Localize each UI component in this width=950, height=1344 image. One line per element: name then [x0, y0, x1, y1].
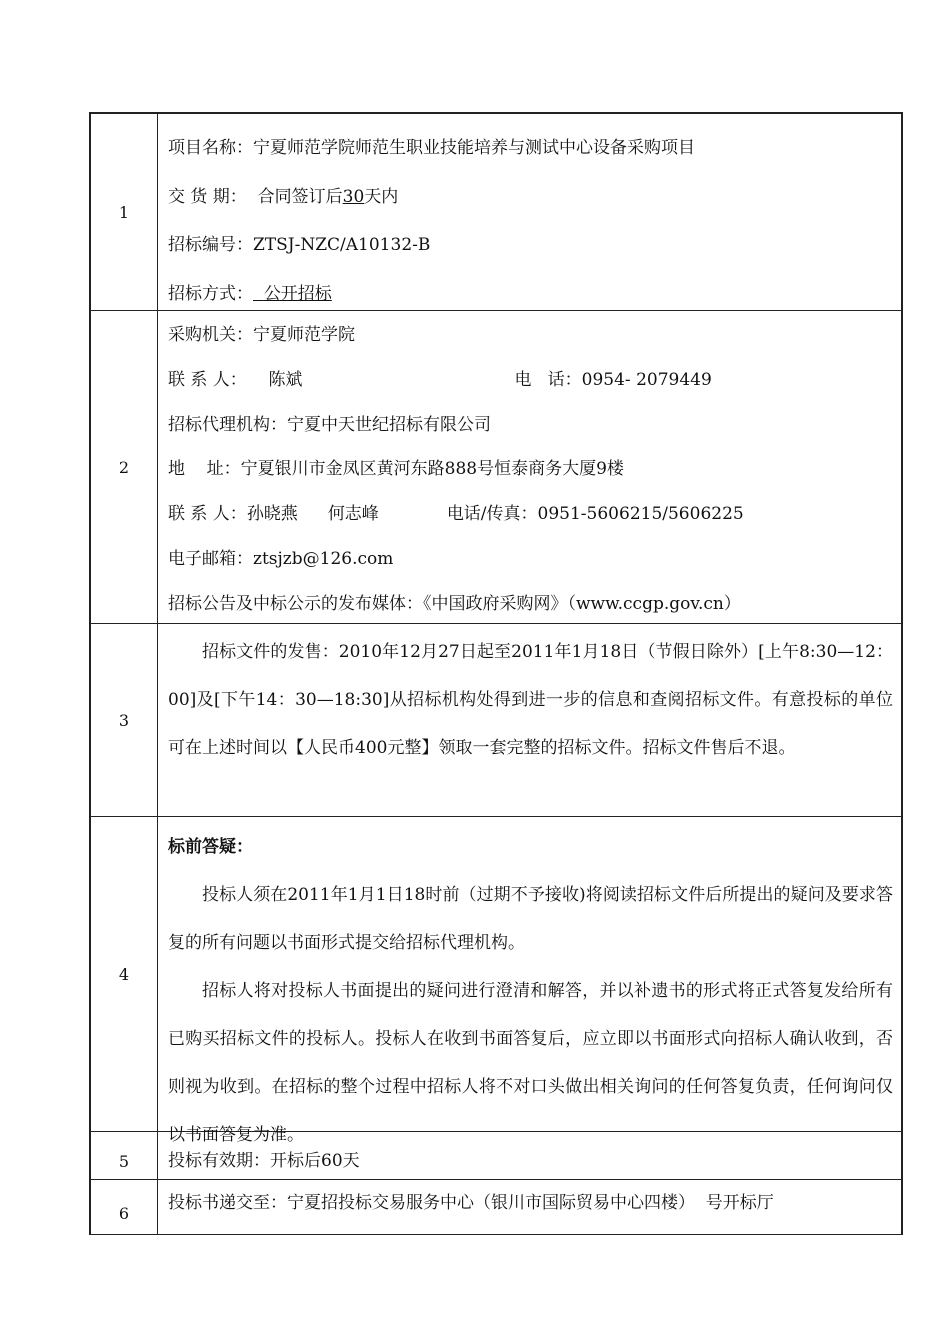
fax: 0951-5606215/5606225: [537, 504, 744, 525]
row-number: 6: [91, 1180, 158, 1234]
row-content: [158, 311, 901, 623]
project-name-line: [168, 124, 893, 173]
agency-label: 招标代理机构：: [168, 414, 287, 435]
email-line: [168, 537, 893, 582]
delivery-suffix: 天内: [364, 186, 399, 207]
phone-label: 电 话：: [514, 369, 582, 390]
qa-paragraph-1: 投标人须在2011年1月1日18时前（过期不予接收)将阅读招标文件后所提出的疑问及要求答复的所有问题以书面形式提交给招标代理机构。: [168, 885, 893, 953]
bid-info-table: [89, 112, 903, 1235]
agency-line: [168, 403, 893, 448]
submission-text: 投标书递交至：宁夏招投标交易服务中心（银川市国际贸易中心四楼） 号开标厅: [168, 1193, 774, 1213]
agency-contact-label: 联 系 人：: [168, 504, 247, 525]
row-content: [158, 1132, 901, 1179]
buyer-contact-line: [168, 358, 893, 403]
address-label: 地 址：: [168, 459, 241, 480]
row-number: 5: [91, 1132, 158, 1179]
agency-contact-1: 孙晓燕: [246, 504, 298, 525]
row-content: [158, 624, 901, 816]
bid-method-label: 招标方式：: [168, 283, 253, 304]
contact-label: 联 系 人：: [168, 369, 247, 390]
media-line: [168, 582, 893, 627]
row-number: 4: [91, 817, 158, 1131]
contact-name: 陈斌: [268, 369, 303, 390]
bid-number-label: 招标编号：: [168, 235, 253, 255]
delivery-prefix: 合同签订后: [257, 186, 343, 207]
media: 《中国政府采购网》（www.ccgp.gov.cn）: [423, 593, 741, 614]
delivery-label: 交 货 期：: [168, 186, 247, 207]
row-number: 1: [91, 114, 158, 310]
agency: 宁夏中天世纪招标有限公司: [287, 414, 491, 435]
table-row: [91, 1132, 901, 1180]
row-content: [158, 114, 901, 310]
row-number: 2: [91, 311, 158, 623]
email-label: 电子邮箱：: [168, 548, 253, 569]
row-content: [158, 1180, 901, 1234]
address: 宁夏银川市金凤区黄河东路888号恒泰商务大厦9楼: [240, 459, 624, 480]
agency-contact-line: [168, 492, 893, 537]
bid-method-line: [168, 270, 893, 319]
phone: 0954- 2079449: [581, 369, 712, 390]
delivery-days: 30: [342, 186, 365, 207]
bid-number: ZTSJ-NZC/A10132-B: [253, 235, 431, 255]
project-name: 宁夏师范学院师范生职业技能培养与测试中心设备采购项目: [253, 138, 695, 158]
bid-number-line: [168, 221, 893, 270]
project-name-label: 项目名称：: [168, 138, 253, 158]
qa-heading: 标前答疑：: [168, 837, 253, 857]
table-row: [91, 624, 901, 817]
table-row: [91, 114, 901, 311]
bid-method: 公开招标: [263, 283, 332, 304]
address-line: [168, 447, 893, 492]
delivery-line: [168, 173, 893, 222]
media-label: 招标公告及中标公示的发布媒体：: [168, 593, 423, 614]
agency-contact-2: 何志峰: [327, 504, 379, 525]
row-number: 3: [91, 624, 158, 816]
table-row: [91, 1180, 901, 1235]
email: ztsjzb@126.com: [253, 548, 394, 569]
buyer: 宁夏师范学院: [253, 325, 355, 345]
sale-info-paragraph: 招标文件的发售：2010年12月27日起至2011年1月18日（节假日除外）[上午8:30—12：00]及[下午14：30—18:30]从招标机构处得到进一步的信息和查阅招标文件。有意投标的单位可在上述时间以【人民币400元整】领取一套完整的招标文件。招标文件售后不退。: [168, 642, 893, 758]
qa-paragraph-2: 招标人将对投标人书面提出的疑问进行澄清和解答，并以补遗书的形式将正式答复发给所有已购买招标文件的投标人。投标人在收到书面答复后，应立即以书面形式向招标人确认收到，否则视为收到。在招标的整个过程中招标人将不对口头做出相关询问的任何答复负责，任何询问仅以书面答复为准。: [168, 981, 893, 1145]
fax-label: 电话/传真：: [446, 504, 538, 525]
buyer-line: [168, 313, 893, 358]
validity-text: 投标有效期：开标后60天: [168, 1151, 360, 1171]
table-row: [91, 311, 901, 624]
table-row: [91, 817, 901, 1145]
row-content: [158, 817, 901, 1145]
buyer-label: 采购机关：: [168, 325, 253, 345]
